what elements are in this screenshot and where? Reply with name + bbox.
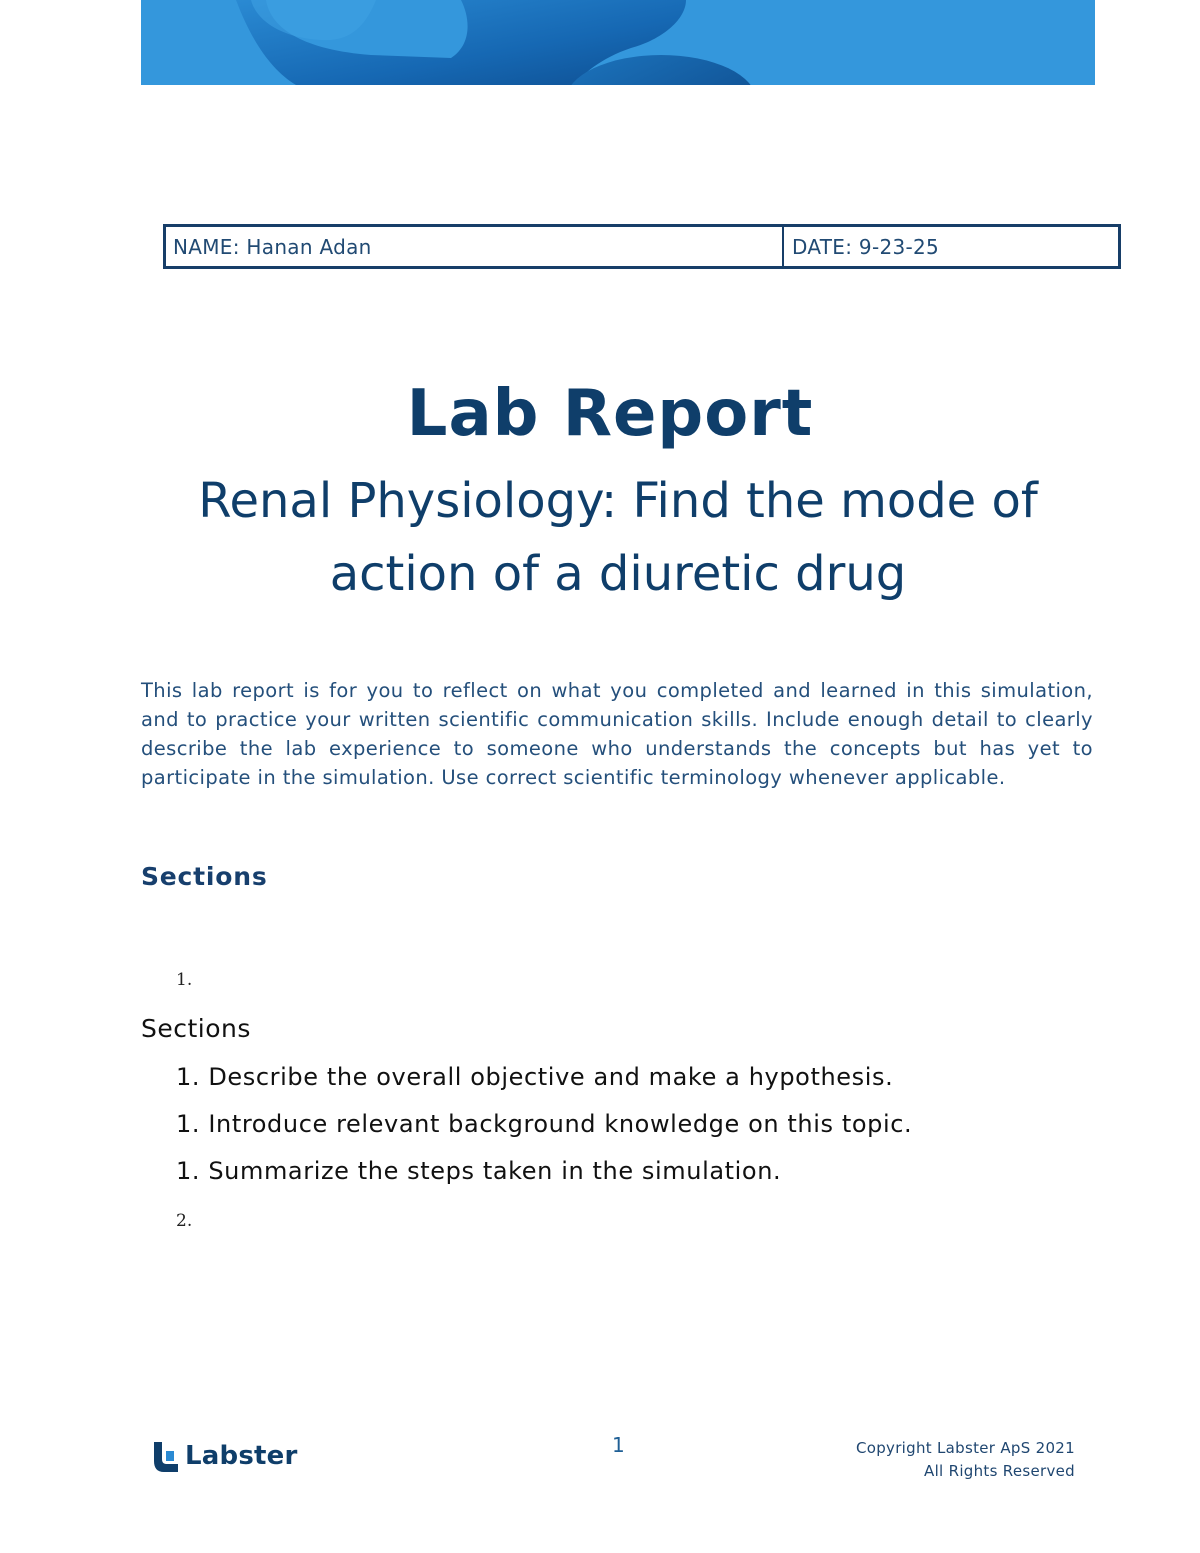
copyright-line-2: All Rights Reserved xyxy=(924,1462,1075,1480)
section-item-steps: 1. Summarize the steps taken in the simulation. xyxy=(176,1157,782,1185)
page-number: 1 xyxy=(612,1433,625,1457)
date-field[interactable]: DATE: 9-23-25 xyxy=(792,234,940,259)
sections-heading: Sections xyxy=(141,862,268,891)
section-item-objective: 1. Describe the overall objective and make a hypothesis. xyxy=(176,1063,894,1091)
page-title: Lab Report xyxy=(406,377,814,451)
student-info-table xyxy=(163,224,1121,269)
subtitle-line-1: Renal Physiology: Find the mode of xyxy=(198,473,1038,529)
list-number-2: 2. xyxy=(176,1211,193,1231)
logo-text: Labster xyxy=(185,1441,298,1471)
header-banner xyxy=(141,0,1095,85)
intro-paragraph: This lab report is for you to reflect on what you completed and learned in this simulation, and to practice your written scientific communication skills. Include enough detail to clearly describe the lab experience to someone who understands the concepts but has yet to participate in the simulation. Use correct scientific terminology whenever applicable. xyxy=(141,679,1093,789)
banner-decoration xyxy=(141,0,1095,85)
labster-logo-icon xyxy=(152,1439,180,1473)
name-field[interactable]: NAME: Hanan Adan xyxy=(166,227,784,266)
subtitle-line-2: action of a diuretic drug xyxy=(329,546,907,602)
list-number-1: 1. xyxy=(176,970,193,990)
copyright-line-1: Copyright Labster ApS 2021 xyxy=(855,1439,1075,1457)
copyright-notice xyxy=(856,1437,1075,1483)
labster-logo xyxy=(152,1439,297,1473)
sections-heading-repeat: Sections xyxy=(141,1014,251,1043)
page-subtitle xyxy=(140,465,1096,611)
section-item-background: 1. Introduce relevant background knowledge on this topic. xyxy=(176,1110,913,1138)
